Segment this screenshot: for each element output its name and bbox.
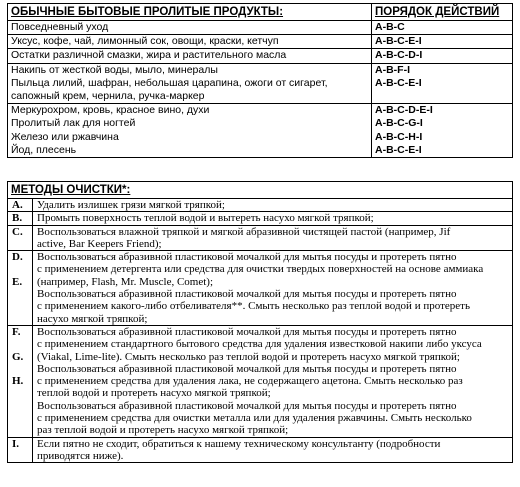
method-key — [12, 263, 29, 275]
spill-action-order: A-B-C-E-I — [375, 143, 422, 156]
method-description-line: насухо мягкой тряпкой; — [37, 312, 148, 325]
method-row — [8, 199, 513, 212]
spill-action-order: A-B-C — [375, 21, 405, 33]
methods-body — [8, 199, 513, 463]
method-description-line: с применением средства для очистки металла или для удаления ржавчины. Смыть несколько — [37, 412, 472, 425]
methods-header: МЕТОДЫ ОЧИСТКИ*: — [8, 182, 513, 199]
method-key-cell — [8, 325, 33, 437]
method-key — [12, 363, 29, 375]
method-key — [12, 338, 29, 350]
spill-product-name: Пыльца лилий, шафран, небольшая царапина, ожоги от сигарет, — [11, 76, 328, 89]
spill-product-name: сапожный крем, чернила, ручка-маркер — [11, 90, 205, 103]
method-key — [12, 387, 29, 399]
method-key-cell — [8, 437, 33, 463]
spill-product-name: Железо или ржавчина — [11, 130, 119, 143]
spill-action-order: A-B-C-D-E-I — [375, 104, 433, 117]
spills-header-order: ПОРЯДОК ДЕЙСТВИЙ — [372, 4, 513, 21]
method-description-line: теплой водой и протереть насухо мягкой тряпкой; — [37, 387, 271, 400]
method-description-line: с применением стандартного бытового средства для удаления известковой накипи либо уксуса — [37, 338, 482, 351]
spill-names-cell — [8, 49, 372, 63]
spill-action-order: A-B-C-D-I — [375, 49, 423, 62]
method-key: D. — [12, 251, 23, 264]
method-key: F. — [12, 325, 21, 338]
method-description-line: Воспользоваться абразивной пластиковой мочалкой для мытья посуды и протереть пятно — [37, 288, 457, 301]
spill-names-cell — [8, 21, 372, 35]
method-description-line: Удалить излишек грязи мягкой тряпкой; — [37, 199, 225, 211]
spill-group-row — [8, 35, 513, 49]
method-description-cell — [33, 225, 513, 251]
spill-product-name: Пролитый лак для ногтей — [11, 117, 136, 130]
method-row — [8, 225, 513, 251]
spill-product-name: Уксус, кофе, чай, лимонный сок, овощи, краски, кетчуп — [11, 35, 279, 48]
spill-product-name: Йод, плесень — [11, 143, 77, 156]
method-key: A. — [12, 199, 23, 211]
spill-names-cell — [8, 63, 372, 104]
method-description-cell — [33, 212, 513, 225]
method-description-cell — [33, 199, 513, 212]
methods-table — [7, 181, 513, 463]
spill-product-name: Остатки различной смазки, жира и растительного масла — [11, 49, 287, 62]
method-description-line: Если пятно не сходит, обратиться к нашему техническому консультанту (подробности — [37, 437, 441, 450]
spill-order-cell — [372, 104, 513, 158]
method-description-line: приводятся ниже). — [37, 449, 124, 462]
method-description-line: Воспользоваться абразивной пластиковой мочалкой для мытья посуды и протереть пятно — [37, 362, 457, 375]
method-description-line: active, Bar Keepers Friend); — [37, 237, 162, 250]
method-key: H. — [12, 375, 24, 388]
method-description-cell — [33, 325, 513, 437]
method-description-line: с применением какого-либо отбеливателя**. Смыть несколько раз теплой водой и протереть — [37, 300, 470, 313]
method-key-cell — [8, 225, 33, 251]
method-key: C. — [12, 225, 23, 238]
spill-names-cell — [8, 35, 372, 49]
spill-order-cell — [372, 63, 513, 104]
spill-action-order: A-B-C-E-I — [375, 76, 422, 89]
method-description-line: Воспользоваться абразивной пластиковой мочалкой для мытья посуды и протереть пятно — [37, 399, 457, 412]
spill-product-name: Меркурохром, кровь, красное вино, духи — [11, 104, 210, 117]
spills-body — [8, 21, 513, 158]
method-key: B. — [12, 212, 23, 225]
method-key — [12, 288, 29, 300]
spill-order-cell — [372, 35, 513, 49]
method-row — [8, 212, 513, 225]
method-key: I. — [12, 437, 20, 450]
spill-action-order — [375, 90, 509, 103]
method-description-line: Воспользоваться абразивной пластиковой мочалкой для мытья посуды и протереть пятно — [37, 251, 457, 264]
method-description-cell — [33, 251, 513, 326]
method-row — [8, 251, 513, 326]
method-description-cell — [33, 437, 513, 463]
method-row — [8, 437, 513, 463]
method-description-line: с применением детергента или средства для очистки твердых поверхностей на основе аммиака — [37, 263, 484, 276]
method-description-line: с применением средства для удаления лака, не содержащего ацетона. Смыть несколько раз — [37, 375, 463, 388]
methods-header-row — [8, 182, 513, 199]
spill-product-name: Накипь от жесткой воды, мыло, минералы — [11, 63, 218, 76]
spill-action-order: A-B-F-I — [375, 63, 410, 76]
spill-action-order: A-B-C-H-I — [375, 130, 423, 143]
method-description-line: Промыть поверхность теплой водой и вытереть насухо мягкой тряпкой; — [37, 212, 374, 225]
method-key-cell — [8, 212, 33, 225]
spill-group-row — [8, 104, 513, 158]
method-key: G. — [12, 350, 24, 363]
method-description-line: Воспользоваться влажной тряпкой и мягкой абразивной чистящей пастой (например, Jif — [37, 225, 451, 238]
spill-order-cell — [372, 49, 513, 63]
method-key-cell — [8, 199, 33, 212]
spill-group-row — [8, 63, 513, 104]
method-description-line: раз теплой водой и протереть насухо мягкой тряпкой; — [37, 424, 289, 437]
method-description-line: (Viakal, Lime-lite). Смыть несколько раз теплой водой и протереть насухо мягкой тряпкой; — [37, 350, 460, 363]
method-description-line: (например, Flash, Mr. Muscle, Comet); — [37, 275, 214, 288]
method-description-line: Воспользоваться абразивной пластиковой мочалкой для мытья посуды и протереть пятно — [37, 325, 457, 338]
spill-order-cell — [372, 21, 513, 35]
spill-product-name: Повседневный уход — [11, 21, 109, 33]
spill-group-row — [8, 49, 513, 63]
spill-names-cell — [8, 104, 372, 158]
method-row — [8, 325, 513, 437]
method-key: E. — [12, 275, 23, 288]
spills-table — [7, 3, 513, 158]
spills-header-row — [8, 4, 513, 21]
method-key-cell — [8, 251, 33, 326]
spill-action-order: A-B-C-E-I — [375, 35, 422, 48]
spills-header-product: ОБЫЧНЫЕ БЫТОВЫЕ ПРОЛИТЫЕ ПРОДУКТЫ: — [8, 4, 372, 21]
spill-group-row — [8, 21, 513, 35]
spill-action-order: A-B-C-G-I — [375, 117, 423, 130]
